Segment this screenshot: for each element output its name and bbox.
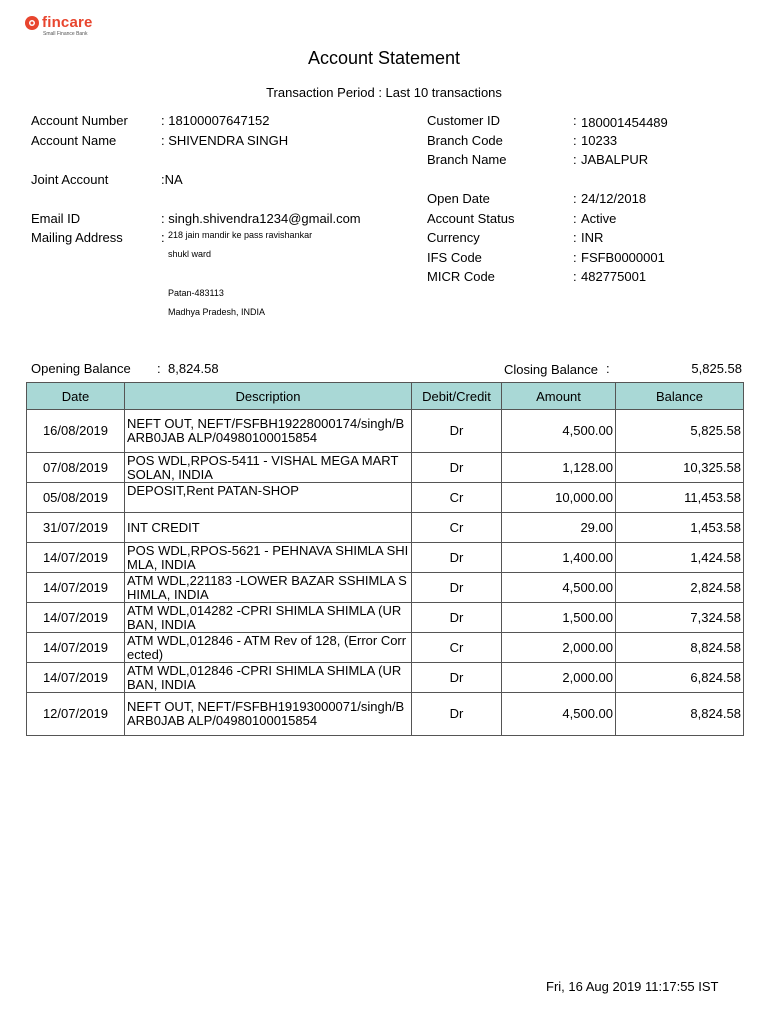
customer-id-colon: : (573, 113, 577, 128)
row-debit-credit: Cr (412, 483, 502, 513)
joint-account-label: Joint Account (31, 172, 109, 187)
row-balance: 5,825.58 (616, 410, 744, 453)
row-date: 16/08/2019 (27, 410, 125, 453)
row-description: DEPOSIT,Rent PATAN-SHOP (125, 483, 412, 513)
row-date: 12/07/2019 (27, 693, 125, 736)
row-debit-credit: Cr (412, 513, 502, 543)
account-name-value: : SHIVENDRA SINGH (161, 133, 289, 148)
row-description: POS WDL,RPOS-5411 - VISHAL MEGA MART SOLAN, INDIA (125, 453, 412, 483)
row-balance: 7,324.58 (616, 603, 744, 633)
closing-balance-value: 5,825.58 (691, 361, 742, 376)
row-description: INT CREDIT (125, 513, 412, 543)
row-balance: 1,453.58 (616, 513, 744, 543)
address-line-1: 218 jain mandir ke pass ravishankar (168, 230, 313, 240)
row-amount: 2,000.00 (502, 633, 616, 663)
row-amount: 1,500.00 (502, 603, 616, 633)
row-amount: 4,500.00 (502, 573, 616, 603)
currency-label: Currency (427, 230, 480, 245)
row-description: POS WDL,RPOS-5621 - PEHNAVA SHIMLA SHIMLA, INDIA (125, 543, 412, 573)
generated-timestamp: Fri, 16 Aug 2019 11:17:55 IST (546, 979, 719, 994)
row-debit-credit: Dr (412, 453, 502, 483)
row-balance: 8,824.58 (616, 633, 744, 663)
page-title: Account Statement (307, 48, 461, 68)
account-status-value: Active (581, 211, 617, 226)
row-date: 14/07/2019 (27, 603, 125, 633)
row-amount: 1,400.00 (502, 543, 616, 573)
table-row (27, 543, 744, 573)
row-description: ATM WDL,221183 -LOWER BAZAR SSHIMLA SHIMLA, INDIA (125, 573, 412, 603)
row-date: 05/08/2019 (27, 483, 125, 513)
row-description: ATM WDL,012846 -CPRI SHIMLA SHIMLA (URBAN, INDIA (125, 663, 412, 693)
table-row (27, 603, 744, 633)
mailing-address-label: Mailing Address (31, 230, 123, 245)
row-date: 14/07/2019 (27, 633, 125, 663)
logo-flower-icon (24, 15, 40, 31)
row-debit-credit: Dr (412, 573, 502, 603)
row-date: 07/08/2019 (27, 453, 125, 483)
ifs-code-label: IFS Code (427, 250, 482, 265)
account-status-colon: : (573, 211, 577, 226)
opening-balance-value: 8,824.58 (168, 361, 219, 376)
column-header-balance: Balance (616, 383, 744, 410)
table-row (27, 633, 744, 663)
column-header-description: Description (125, 383, 412, 410)
account-number-label: Account Number (31, 113, 128, 128)
row-description: NEFT OUT, NEFT/FSFBH19228000174/singh/BARB0JAB ALP/04980100015854 (125, 410, 412, 453)
row-amount: 4,500.00 (502, 693, 616, 736)
row-date: 14/07/2019 (27, 663, 125, 693)
opening-balance-colon: : (157, 361, 161, 376)
branch-name-label: Branch Name (427, 152, 507, 167)
row-description: NEFT OUT, NEFT/FSFBH19193000071/singh/BARB0JAB ALP/04980100015854 (125, 693, 412, 736)
row-date: 14/07/2019 (27, 543, 125, 573)
table-row (27, 513, 744, 543)
mailing-address-colon: : (161, 230, 165, 245)
logo-tagline: Small Finance Bank (43, 31, 88, 37)
customer-id-value: 180001454489 (581, 115, 668, 130)
branch-name-value: JABALPUR (581, 152, 649, 167)
currency-value: INR (581, 230, 604, 245)
logo-name: fincare (42, 14, 93, 31)
account-status-label: Account Status (427, 211, 515, 226)
row-balance: 11,453.58 (616, 483, 744, 513)
micr-code-label: MICR Code (427, 269, 495, 284)
row-balance: 6,824.58 (616, 663, 744, 693)
table-row (27, 573, 744, 603)
currency-colon: : (573, 230, 577, 245)
open-date-label: Open Date (427, 191, 490, 206)
row-debit-credit: Dr (412, 543, 502, 573)
row-debit-credit: Dr (412, 693, 502, 736)
account-name-label: Account Name (31, 133, 117, 148)
table-header-row (27, 383, 744, 410)
table-row (27, 693, 744, 736)
branch-code-value: 10233 (581, 133, 618, 148)
row-debit-credit: Dr (412, 603, 502, 633)
address-line-4: Madhya Pradesh, INDIA (168, 307, 266, 317)
micr-code-value: 482775001 (581, 269, 647, 284)
row-debit-credit: Cr (412, 633, 502, 663)
table-row (27, 483, 744, 513)
row-balance: 1,424.58 (616, 543, 744, 573)
row-balance: 2,824.58 (616, 573, 744, 603)
email-value: : singh.shivendra1234@gmail.com (161, 211, 361, 226)
row-amount: 10,000.00 (502, 483, 616, 513)
open-date-colon: : (573, 191, 577, 206)
row-amount: 4,500.00 (502, 410, 616, 453)
row-debit-credit: Dr (412, 663, 502, 693)
row-description: ATM WDL,014282 -CPRI SHIMLA SHIMLA (URBAN, INDIA (125, 603, 412, 633)
row-date: 31/07/2019 (27, 513, 125, 543)
closing-balance-colon: : (606, 361, 610, 376)
row-amount: 1,128.00 (502, 453, 616, 483)
branch-name-colon: : (573, 152, 577, 167)
open-date-value: 24/12/2018 (581, 191, 647, 206)
address-line-3: Patan-483113 (168, 288, 224, 298)
row-balance: 8,824.58 (616, 693, 744, 736)
micr-code-colon: : (573, 269, 577, 284)
account-number-value: : 18100007647152 (161, 113, 270, 128)
ifs-code-value: FSFB0000001 (581, 250, 665, 265)
email-label: Email ID (31, 211, 81, 226)
row-amount: 2,000.00 (502, 663, 616, 693)
table-row (27, 663, 744, 693)
joint-account-value: :NA (161, 172, 183, 187)
closing-balance-label: Closing Balance (504, 362, 598, 377)
row-balance: 10,325.58 (616, 453, 744, 483)
row-description: ATM WDL,012846 - ATM Rev of 128, (Error Corrected) (125, 633, 412, 663)
column-header-amount: Amount (502, 383, 616, 410)
customer-id-label: Customer ID (427, 113, 500, 128)
row-amount: 29.00 (502, 513, 616, 543)
table-row (27, 410, 744, 453)
row-date: 14/07/2019 (27, 573, 125, 603)
opening-balance-label: Opening Balance (31, 361, 131, 376)
branch-code-label: Branch Code (427, 133, 503, 148)
bank-logo (24, 14, 124, 40)
table-row (27, 453, 744, 483)
column-header-date: Date (27, 383, 125, 410)
row-debit-credit: Dr (412, 410, 502, 453)
column-header-debit-credit: Debit/Credit (412, 383, 502, 410)
transaction-period: Transaction Period : Last 10 transactions (266, 85, 502, 100)
address-line-2: shukl ward (168, 249, 212, 259)
transactions-table (26, 382, 744, 736)
branch-code-colon: : (573, 133, 577, 148)
ifs-code-colon: : (573, 250, 577, 265)
